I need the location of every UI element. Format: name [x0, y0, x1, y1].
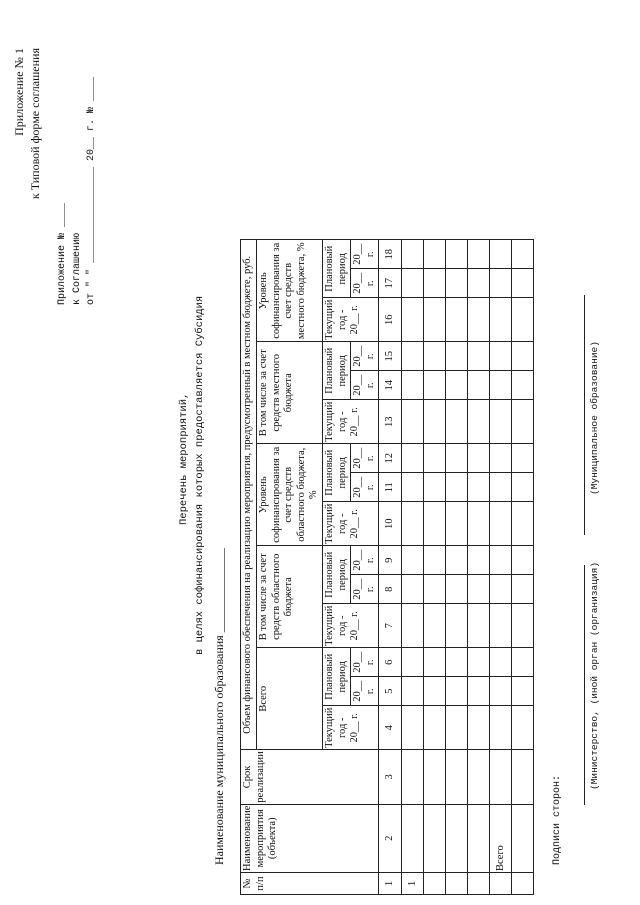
table-cell — [402, 400, 424, 444]
table-cell — [402, 575, 424, 604]
table-cell — [402, 604, 424, 648]
activities-table — [240, 239, 534, 895]
table-cell — [402, 473, 424, 502]
column-number: 8 — [379, 575, 402, 604]
table-cell — [402, 342, 424, 371]
column-number-row — [379, 240, 402, 895]
header-year: 20__ г. — [351, 677, 379, 706]
column-number: 9 — [379, 546, 402, 575]
header-total: Всего — [257, 648, 323, 750]
column-number: 1 — [379, 873, 402, 895]
signature-caption-left: (Министерство, (иной орган (организация) — [589, 561, 600, 790]
column-number: 17 — [379, 269, 402, 298]
signature-line-right — [584, 295, 585, 535]
column-number: 12 — [379, 444, 402, 473]
header-plan-period: Плановый период — [322, 240, 350, 298]
header-year: 20__ г. — [351, 444, 379, 473]
header-regional-level: Уровень софинансирования за счет средств областного бюджета, % — [257, 444, 323, 546]
column-number: 7 — [379, 604, 402, 648]
header-local-level: Уровень софинансирования за счет средств местного бюджета, % — [257, 240, 323, 342]
header-year: 20__ г. — [351, 473, 379, 502]
table-cell — [402, 546, 424, 575]
table-row — [424, 240, 446, 895]
list-heading-line1: Перечень мероприятий, — [178, 392, 190, 525]
header-plan-period: Плановый период — [322, 546, 350, 604]
municipality-label: Наименование муниципального образования ______________ — [212, 548, 226, 865]
header-year: 20__ г. — [351, 371, 379, 400]
table-cell — [402, 502, 424, 546]
header-current-year: Текущий год - 20__ г. — [322, 706, 378, 750]
header-year: 20__ г. — [351, 342, 379, 371]
agreement-ref-line1: Приложение № ____ — [57, 202, 68, 305]
signatures-title: Подписи сторон: — [552, 774, 563, 865]
table-cell — [402, 706, 424, 750]
appendix-subtitle: к Типовой форме соглашения — [28, 48, 42, 200]
table-cell — [402, 444, 424, 473]
column-number: 15 — [379, 342, 402, 371]
table-cell — [402, 269, 424, 298]
column-number: 2 — [379, 804, 402, 872]
header-plan-period: Плановый период — [322, 342, 350, 400]
column-number: 3 — [379, 750, 402, 804]
table-cell — [402, 750, 424, 804]
header-year: 20__ г. — [351, 546, 379, 575]
total-row — [490, 240, 512, 895]
header-activity-name: Наименование мероприятия (объекта) — [241, 804, 379, 872]
header-year: 20__ г. — [351, 648, 379, 677]
header-local-budget: В том числе за счет средств местного бюджета — [257, 342, 323, 444]
header-current-year: Текущий год - 20__ г. — [322, 502, 378, 546]
header-year: 20__ г. — [351, 240, 379, 269]
table-row — [512, 240, 534, 895]
header-current-year: Текущий год - 20__ г. — [322, 298, 378, 342]
header-volume-group: Объем финансового обеспечения на реализацию мероприятия, предусмотренный в местном бюджете, руб. — [241, 240, 257, 750]
column-number: 10 — [379, 502, 402, 546]
signature-line-left — [584, 565, 585, 805]
column-number: 14 — [379, 371, 402, 400]
signature-caption-right: (Муниципальное образование) — [589, 341, 600, 495]
header-term: Срок реализации — [241, 750, 379, 804]
header-plan-period: Плановый период — [322, 444, 350, 502]
header-current-year: Текущий год - 20__ г. — [322, 604, 378, 648]
header-no: № п/п — [241, 873, 379, 895]
column-number: 13 — [379, 400, 402, 444]
appendix-title: Приложение № 1 — [12, 48, 26, 136]
table-cell — [402, 298, 424, 342]
total-label: Всего — [490, 804, 512, 872]
table-cell — [402, 804, 424, 872]
table-cell — [402, 371, 424, 400]
column-number: 4 — [379, 706, 402, 750]
header-current-year: Текущий год - 20__ г. — [322, 400, 378, 444]
table-cell — [402, 648, 424, 677]
table-row — [446, 240, 468, 895]
header-regional-budget: В том числе за счет средств областного бюджета — [257, 546, 323, 648]
table-row — [402, 240, 424, 895]
header-plan-period: Плановый период — [322, 648, 350, 706]
column-number: 16 — [379, 298, 402, 342]
header-year: 20__ г. — [351, 575, 379, 604]
table-row — [468, 240, 490, 895]
column-number: 5 — [379, 677, 402, 706]
table-cell — [402, 240, 424, 269]
agreement-ref-line3: от " " ________________ 20__ г. № ____ — [86, 76, 97, 305]
table-cell — [402, 677, 424, 706]
column-number: 11 — [379, 473, 402, 502]
column-number: 18 — [379, 240, 402, 269]
list-heading-line2: в целях софинансирования которых предоставляется Субсидия — [194, 295, 206, 655]
agreement-ref-line2: к Соглашению — [72, 232, 83, 305]
header-year: 20__ г. — [351, 269, 379, 298]
table-cell: 1 — [402, 873, 424, 895]
column-number: 6 — [379, 648, 402, 677]
